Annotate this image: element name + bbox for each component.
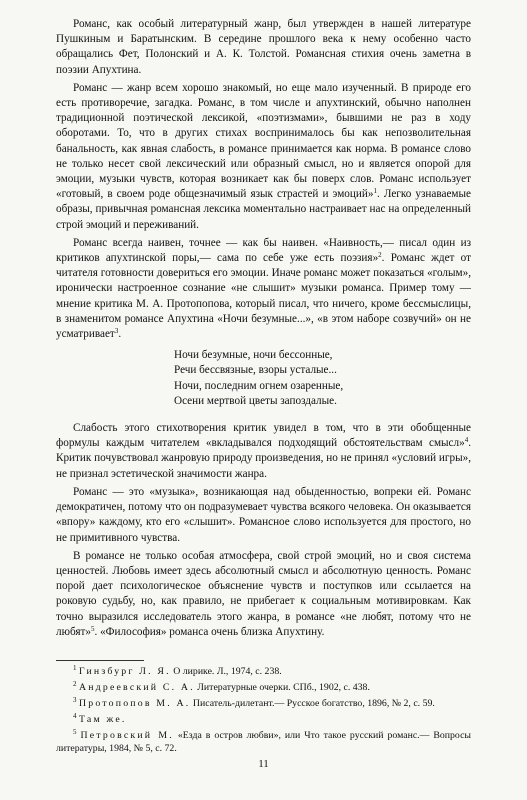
paragraph-text: Романс всегда наивен, точнее — как бы наивен. «Наивность,— писал один из критиков апухтинской поры,— сама по себе уже есть поэзия»: [56, 236, 471, 265]
paragraph-text: Слабость этого стихотворения критик увидел в том, что в эти обобщенные формулы каждым читателем «вкладывался подходящий обстоятельствам смысл»: [56, 422, 471, 450]
footnote-author: Петровский М.: [80, 729, 174, 741]
footnote-text: Писатель-дилетант.— Русское богатство, 1896, № 2, с. 59.: [190, 697, 435, 709]
paragraph-text: Романс — это «музыка», возникающая над обыденностью, вопреки ей. Романс демократичен, потому что он подразумевает чувства всякого человека. Он оказывается «впору» каждому, кто его «слышит». Романсное слово используется для простого, но не примитивного чувства.: [56, 485, 471, 544]
footnote-number: 1: [73, 663, 77, 672]
footnote-2: [56, 681, 471, 694]
footnote-text: «Езда в остров любви», или Что такое русский романс.— Вопросы литературы, 1984, № 5, с. 72.: [56, 729, 472, 754]
paragraph-text: . Критик почувствовал жанровую природу произведения, но не принял «условий игры», не признал эстетической значимости жанра.: [56, 437, 471, 480]
paragraph-text: Романс — жанр всем хорошо знакомый, но еще мало изученный. В природе его есть противоречие, загадка. Романс, в том числе и апухтинский, обычно наполнен традиционной поэтической лексикой, «поэтизмами», бывшими не раз в ходу оборотами. То, что в других стихах воспринималось бы как непозволительная банальность, как явная слабость, в романсе принимается как норма. В романсе слово не только несет свой лексический или образный смысл, но и является опорой для эмоции, музыки чувств, которая возникает как бы поверх слов. Романс использует «готовый, в своем роде общезначимый язык страстей и эмоций»: [56, 81, 471, 201]
paragraph-2: [56, 81, 471, 233]
paragraph-text: В романсе не только особая атмосфера, свой строй эмоций, но и своя система ценностей. Любовь имеет здесь абсолютный смысл и абсолютную ценность. Романс порой дает психологическое объяснение чувств и поступков или ссылается на роковую судьбу, но, как правило, не прибегает к социальным мотивировкам. Как точно выразился исследователь этого жанра, в романсе «не любят, потому что не любят»: [56, 549, 471, 638]
footnote-text: О лирике. Л., 1974, с. 238.: [170, 665, 282, 677]
footnote-4: [56, 713, 471, 726]
footnote-number: 2: [73, 679, 77, 688]
poem-line: Ночи безумные, ночи бессонные,: [174, 349, 333, 362]
footnote-divider: [56, 660, 144, 661]
footnote-ref[interactable]: 5: [90, 624, 95, 633]
paragraph-1: [56, 17, 471, 78]
footnote-ref[interactable]: 1: [373, 187, 377, 196]
footnote-author: Протопопов М. А.: [78, 697, 191, 709]
paragraph-text: . «Философия» романса очень близка Апухтину.: [94, 625, 325, 638]
footnote-number: 4: [73, 711, 77, 720]
main-text: [56, 17, 471, 758]
footnote-author: Гинзбург Л. Я.: [78, 665, 171, 677]
paragraph-5: [56, 485, 471, 546]
paragraph-text: Романс, как особый литературный жанр, был утвержден в нашей литературе Пушкиным и Баратынским. В середине прошлого века к нему особенно часто обращались Фет, Полонский и А. К. Толстой. Романсная стихия очень заметна в поэзии Апухтина.: [56, 18, 471, 76]
footnote-text: Литературные очерки. СПб., 1902, с. 438.: [194, 681, 370, 693]
footnote-1: [56, 665, 471, 678]
footnote-3: [56, 697, 471, 710]
footnote-ref[interactable]: 4: [464, 436, 469, 445]
poem-quote: [174, 348, 471, 409]
footnote-number: 5: [73, 727, 77, 736]
paragraph-text: .: [118, 328, 122, 341]
page-number: 11: [258, 758, 269, 770]
paragraph-4: [56, 421, 471, 482]
footnote-author: Там же.: [78, 713, 127, 725]
footnote-ref[interactable]: 2: [378, 251, 382, 260]
footnote-number: 3: [73, 695, 77, 704]
footnote-ref[interactable]: 3: [114, 327, 119, 336]
poem-line: Ночи, последним огнем озаренные,: [174, 379, 344, 392]
footnote-author: Андреевский С. А.: [78, 681, 195, 693]
paragraph-text: . Легко узнаваемые образы, привычная романсная лексика моментально настраивает нас на определенный строй эмоций и переживаний.: [56, 188, 471, 231]
paragraph-3: [56, 236, 471, 342]
poem-line: Речи бессвязные, взоры усталые...: [174, 364, 337, 377]
paragraph-text: . Романс ждет от читателя готовности довериться его эмоции. Иначе романс может показаться «голым», иронически настроенное сознание «не слышит» музыки романса. Пример тому — мнение критика М. А. Протопопова, который писал, что ничего, кроме бессмыслицы, в знаменитом романсе Апухтина «Ночи безумные...», «в этом наборе созвучий» он не усматривает: [56, 252, 472, 341]
paragraph-6: [56, 549, 471, 640]
poem-line: Осени мертвой цветы запоздалые.: [174, 394, 337, 407]
footnote-5: [56, 729, 471, 755]
